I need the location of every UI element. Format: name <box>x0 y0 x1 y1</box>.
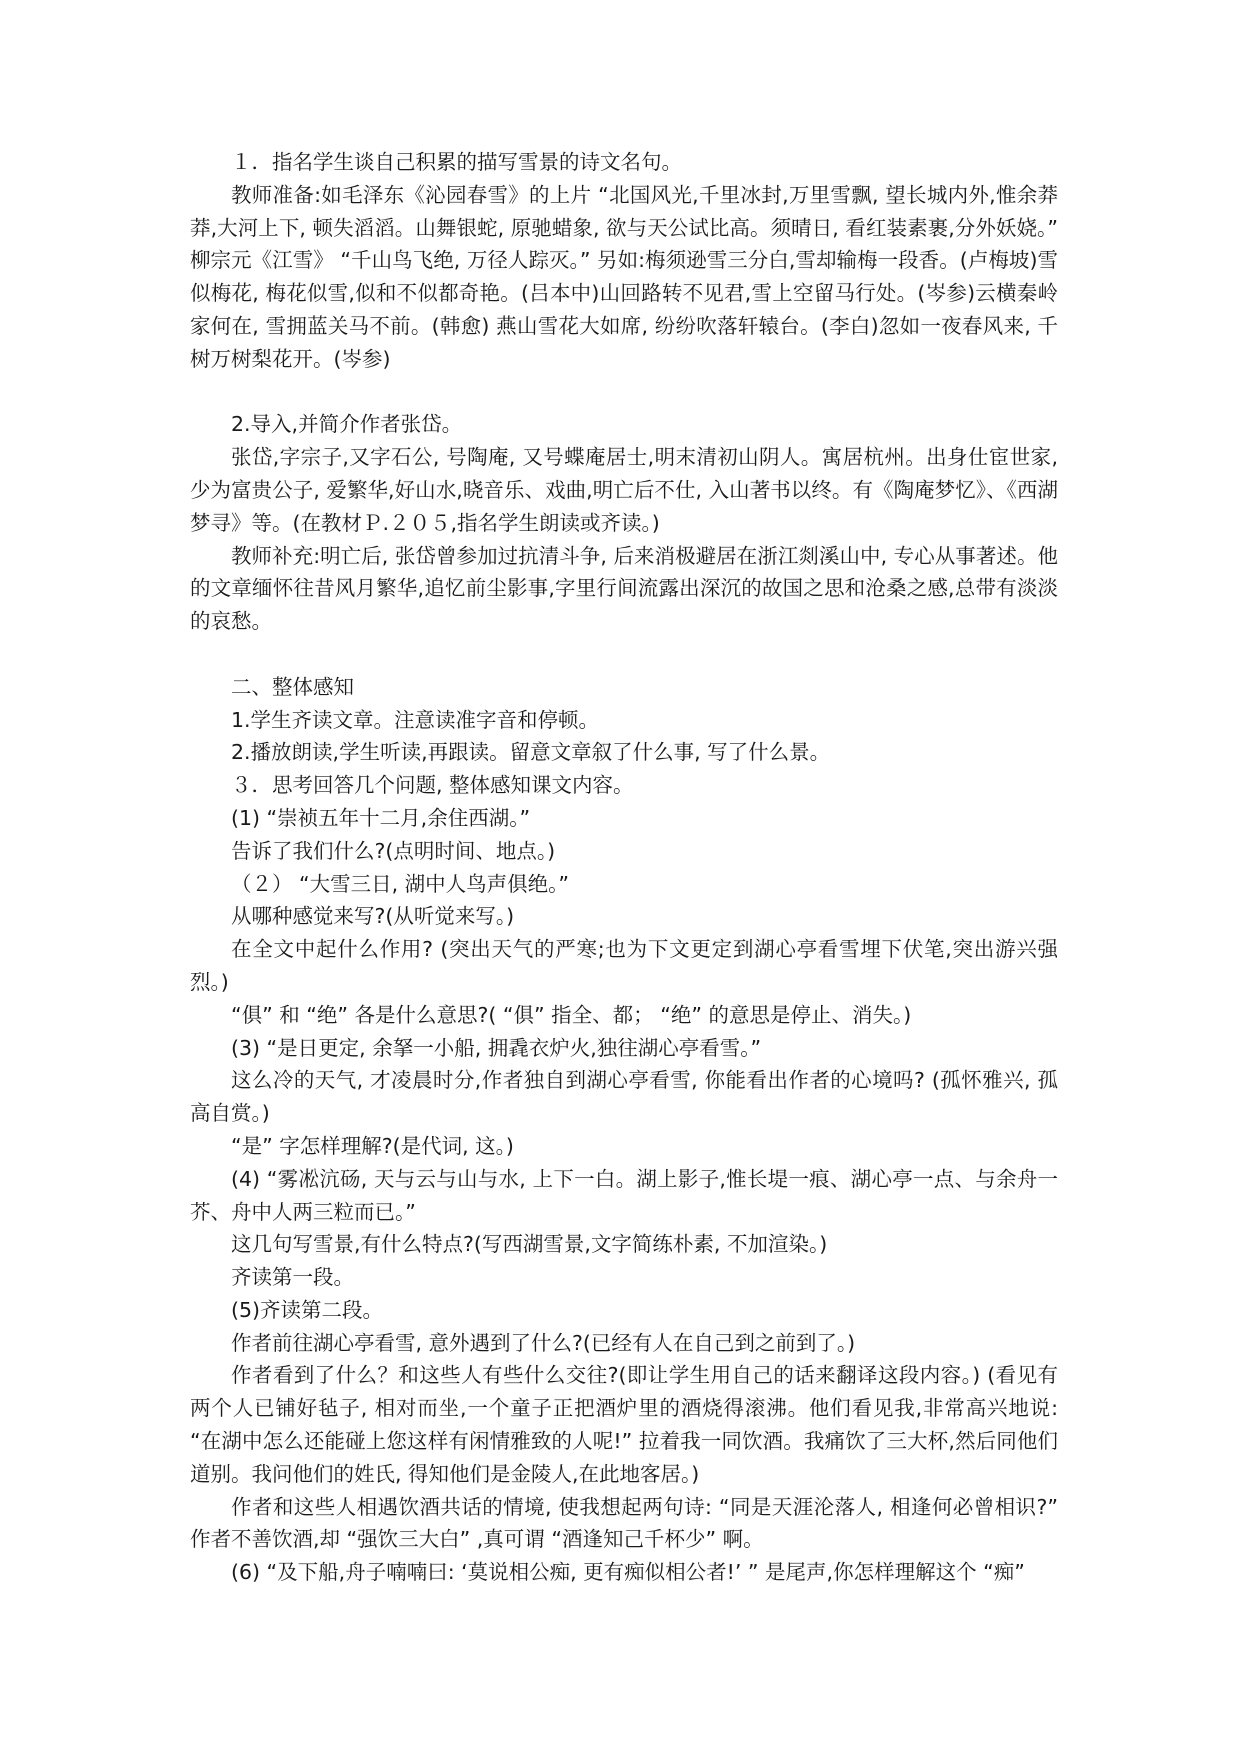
paragraph-2: 教师准备:如毛泽东《沁园春雪》的上片 “北国风光,千里冰封,万里雪飘, 望长城内外,惟余莽莽,大河上下, 顿失滔滔。山舞银蛇, 原驰蜡象, 欲与天公试比高。须晴日, 看红装素裹,分外妖娆。” 柳宗元《江雪》 “千山鸟飞绝, 万径人踪灭。” 另如:梅须逊雪三分白,雪却输梅一段香。(卢梅坡)雪似梅花, 梅花似雪,似和不似都奇艳。(吕本中)山回路转不见君,雪上空留马行处。(岑参)云横秦岭家何在, 雪拥蓝关马不前。(韩愈) 燕山雪花大如席, 纷纷吹落轩辕台。(李白)忽如一夜春风来, 千树万树梨花开。(岑参) <box>190 182 1058 371</box>
paragraph-15: 从哪种感觉来写?(从听觉来写。) <box>231 904 515 929</box>
paragraph-17: “俱” 和 “绝” 各是什么意思?( “俱” 指全、都； “绝” 的意思是停止、消失。) <box>231 1002 912 1027</box>
paragraph-gap <box>190 376 1058 409</box>
paragraph-12: (1) “崇祯五年十二月,余住西湖。” <box>231 805 531 830</box>
paragraph-25: 作者前往湖心亭看雪, 意外遇到了什么?(已经有人在自己到之前到了。) <box>231 1330 856 1355</box>
paragraph-16: 在全文中起什么作用? (突出天气的严寒;也为下文更定到湖心亭看雪埋下伏笔,突出游兴强烈。) <box>190 937 1058 994</box>
paragraph-10: 2.播放朗读,学生听读,再跟读。留意文章叙了什么事, 写了什么景。 <box>231 740 831 765</box>
paragraph-4: 2.导入,并简介作者张岱。 <box>231 412 463 437</box>
paragraph-23: 齐读第一段。 <box>231 1265 354 1290</box>
paragraph-gap <box>190 638 1058 671</box>
paragraph-13: 告诉了我们什么?(点明时间、地点。) <box>231 838 556 863</box>
paragraph-26: 作者看到了什么？和这些人有些什么交往?(即让学生用自己的话来翻译这段内容。) (看见有两个人已铺好毡子, 相对而坐,一个童子正把酒炉里的酒烧得滚沸。他们看见我,非常高兴地说: “在湖中怎么还能碰上您这样有闲情雅致的人呢!” 拉着我一同饮酒。我痛饮了三大杯,然后同他们道别。我问他们的姓氏, 得知他们是金陵人,在此地客居。) <box>190 1363 1058 1486</box>
paragraph-9: 1.学生齐读文章。注意读准字音和停顿。 <box>231 707 600 732</box>
paragraph-11: ３．思考回答几个问题, 整体感知课文内容。 <box>231 773 634 798</box>
paragraph-5: 张岱,字宗子,又字石公, 号陶庵, 又号蝶庵居士,明末清初山阴人。寓居杭州。出身仕宦世家,少为富贵公子, 爱繁华,好山水,晓音乐、戏曲,明亡后不仕, 入山著书以终。有《陶庵梦忆》、《西湖梦寻》等。(在教材Ｐ.２０５,指名学生朗读或齐读。) <box>190 445 1058 535</box>
paragraph-18: (3) “是日更定, 余拏一小船, 拥毳衣炉火,独往湖心亭看雪。” <box>231 1035 762 1060</box>
section-heading: 二、整体感知 <box>231 674 354 699</box>
paragraph-28: (6) “及下船,舟子喃喃曰: ‘莫说相公痴, 更有痴似相公者!’ ” 是尾声,你怎样理解这个 “痴” <box>231 1560 1025 1585</box>
paragraph-6: 教师补充:明亡后, 张岱曾参加过抗清斗争, 后来消极避居在浙江剡溪山中, 专心从事著述。他的文章缅怀往昔风月繁华,追忆前尘影事,字里行间流露出深沉的故国之思和沧桑之感,总带有淡淡的哀愁。 <box>190 543 1058 634</box>
paragraph-24: (5)齐读第二段。 <box>231 1297 384 1322</box>
paragraph-20: “是” 字怎样理解?(是代词, 这。) <box>231 1133 514 1158</box>
paragraph-19: 这么冷的天气, 才凌晨时分,作者独自到湖心亭看雪, 你能看出作者的心境吗? (孤怀雅兴, 孤高自赏。) <box>190 1068 1058 1126</box>
paragraph-1: １．指名学生谈自己积累的描写雪景的诗文名句。 <box>231 150 682 174</box>
paragraph-14: （２） “大雪三日, 湖中人鸟声俱绝。” <box>231 871 570 896</box>
paragraph-27: 作者和这些人相遇饮酒共话的情境, 使我想起两句诗: “同是天涯沦落人, 相逢何必曾相识?” 作者不善饮酒,却 “强饮三大白” ,真可谓 “酒逢知己千杯少” 啊。 <box>190 1494 1058 1552</box>
paragraph-22: 这几句写雪景,有什么特点?(写西湖雪景,文字简练朴素, 不加渲染。) <box>231 1232 828 1257</box>
paragraph-21: (4) “雾凇沆砀, 天与云与山与水, 上下一白。湖上影子,惟长堤一痕、湖心亭一点、与余舟一芥、舟中人两三粒而已。” <box>190 1166 1058 1224</box>
